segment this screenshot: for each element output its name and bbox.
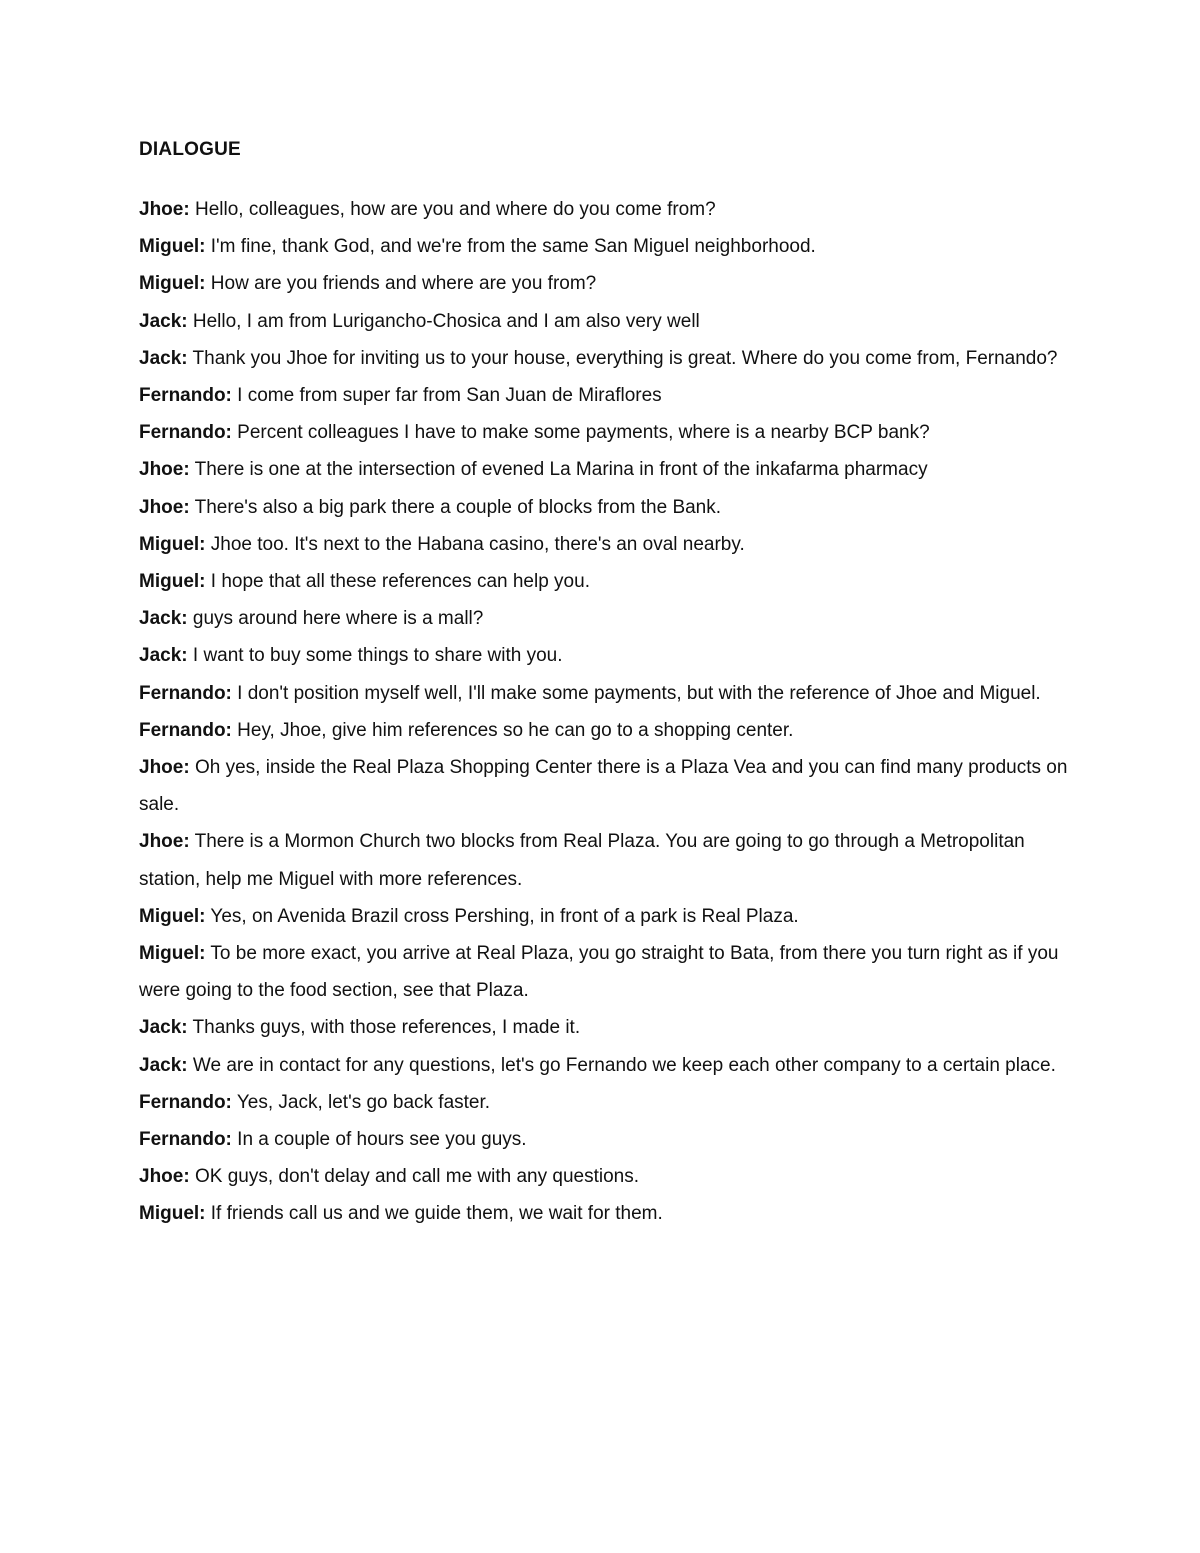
dialogue-line [139, 191, 1069, 228]
speaker-name: Miguel: [139, 533, 206, 555]
utterance-text: Oh yes, inside the Real Plaza Shopping Center there is a Plaza Vea and you can find many products on sale. [139, 757, 1068, 816]
dialogue-line [139, 1158, 1069, 1195]
dialogue-line [139, 414, 1069, 451]
utterance-text: Percent colleagues I have to make some payments, where is a nearby BCP bank? [231, 422, 930, 444]
speaker-name: Fernando: [139, 719, 232, 741]
utterance-text: In a couple of hours see you guys. [231, 1129, 527, 1151]
speaker-name: Jack: [139, 1017, 188, 1039]
utterance-text: There's also a big park there a couple of blocks from the Bank. [189, 496, 722, 518]
dialogue-line [139, 228, 1069, 265]
utterance-text: I come from super far from San Juan de Miraflores [231, 385, 662, 407]
dialogue-line [139, 600, 1069, 637]
speaker-name: Fernando: [139, 385, 232, 407]
speaker-name: Fernando: [139, 1129, 232, 1151]
dialogue-line [139, 1195, 1069, 1232]
dialogue-line [139, 935, 1069, 1009]
document-title: DIALOGUE [139, 139, 241, 160]
dialogue-line [139, 451, 1069, 488]
utterance-text: guys around here where is a mall? [187, 608, 484, 630]
dialogue-line [139, 1084, 1069, 1121]
utterance-text: I want to buy some things to share with you. [187, 645, 563, 667]
speaker-name: Miguel: [139, 571, 206, 593]
dialogue-line [139, 265, 1069, 302]
utterance-text: There is a Mormon Church two blocks from Real Plaza. You are going to go through a Metropolitan station, help me Miguel with more references. [139, 831, 1025, 890]
utterance-text: I hope that all these references can help you. [205, 571, 590, 593]
utterance-text: I'm fine, thank God, and we're from the same San Miguel neighborhood. [205, 236, 816, 258]
dialogue-line [139, 823, 1069, 897]
dialogue-line [139, 303, 1069, 340]
utterance-text: Thank you Jhoe for inviting us to your house, everything is great. Where do you come from, Fernando? [187, 347, 1058, 369]
dialogue-line [139, 340, 1069, 377]
speaker-name: Jhoe: [139, 459, 190, 481]
utterance-text: If friends call us and we guide them, we wait for them. [205, 1203, 663, 1225]
dialogue-line [139, 637, 1069, 674]
speaker-name: Miguel: [139, 943, 206, 965]
speaker-name: Miguel: [139, 273, 206, 295]
speaker-name: Miguel: [139, 236, 206, 258]
speaker-name: Jhoe: [139, 831, 190, 853]
speaker-name: Jhoe: [139, 757, 190, 779]
utterance-text: Yes, on Avenida Brazil cross Pershing, in front of a park is Real Plaza. [205, 905, 799, 927]
speaker-name: Miguel: [139, 1203, 206, 1225]
dialogue-line [139, 1009, 1069, 1046]
utterance-text: How are you friends and where are you from? [205, 273, 597, 295]
utterance-text: Hello, colleagues, how are you and where do you come from? [189, 199, 716, 220]
speaker-name: Jhoe: [139, 1166, 190, 1188]
dialogue-line [139, 489, 1069, 526]
speaker-name: Jack: [139, 1054, 188, 1076]
dialogue-line [139, 1047, 1069, 1084]
utterance-text: I don't position myself well, I'll make some payments, but with the reference of Jhoe and Miguel. [231, 682, 1041, 704]
speaker-name: Fernando: [139, 422, 232, 444]
dialogue-line [139, 675, 1069, 712]
dialogue-line [139, 563, 1069, 600]
utterance-text: There is one at the intersection of evened La Marina in front of the inkafarma pharmacy [189, 459, 928, 481]
speaker-name: Fernando: [139, 682, 232, 704]
dialogue-line [139, 749, 1069, 823]
utterance-text: OK guys, don't delay and call me with any questions. [189, 1166, 640, 1188]
utterance-text: Hello, I am from Lurigancho-Chosica and I am also very well [187, 310, 700, 332]
speaker-name: Fernando: [139, 1091, 232, 1113]
speaker-name: Jhoe: [139, 496, 190, 518]
utterance-text: Thanks guys, with those references, I made it. [187, 1017, 581, 1039]
dialogue-line [139, 898, 1069, 935]
dialogue-line [139, 1121, 1069, 1158]
utterance-text: Yes, Jack, let's go back faster. [231, 1091, 491, 1113]
speaker-name: Jhoe: [139, 199, 190, 220]
speaker-name: Jack: [139, 347, 188, 369]
speaker-name: Jack: [139, 608, 188, 630]
dialogue-line [139, 377, 1069, 414]
speaker-name: Miguel: [139, 905, 206, 927]
utterance-text: To be more exact, you arrive at Real Plaza, you go straight to Bata, from there you turn right as if you were going to the food section, see that Plaza. [139, 943, 1059, 1002]
dialogue-list [139, 191, 1069, 1233]
utterance-text: Jhoe too. It's next to the Habana casino, there's an oval nearby. [205, 533, 745, 555]
speaker-name: Jack: [139, 645, 188, 667]
dialogue-line [139, 712, 1069, 749]
dialogue-line [139, 526, 1069, 563]
speaker-name: Jack: [139, 310, 188, 332]
utterance-text: Hey, Jhoe, give him references so he can go to a shopping center. [231, 719, 794, 741]
utterance-text: We are in contact for any questions, let's go Fernando we keep each other company to a certain place. [187, 1054, 1056, 1076]
